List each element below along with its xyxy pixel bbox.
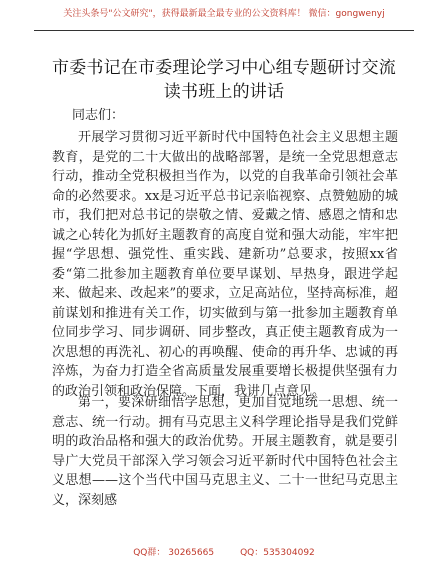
footer-qq-contact: QQ：535304092 [240, 548, 315, 558]
salutation: 同志们： [72, 108, 125, 123]
title-line-1: 市委书记在市委理论学习中心组专题研讨交流 [52, 58, 396, 78]
header-divider [34, 30, 414, 31]
title-line-2: 读书班上的讲话 [163, 82, 285, 102]
paragraph-1: 开展学习贯彻习近平新时代中国特色社会主义思想主题教育，是党的二十大做出的战略部署，是统一全党思想意志行动，推动全党积极担当作为，以党的自我革命引领社会革命的必然要求。xx是习近平总书记亲临视察、点赞勉励的城市，我们把对总书记的崇敬之情、爱戴之情、感恩之情和忠诚之心转化为抓好主题教育的高度自觉和强大动能，牢牢把握“学思想、强党性、重实践、建新功”总要求，按照xx省委“第二批参加主题教育单位要早谋划、早热身，跟进学起来、做起来、改起来”的要求，立足高站位，坚持高标准，超前谋划和推进有关工作，切实做到与第一批参加主题教育单位同步学习、同步调研、同步整改，真正使主题教育成为一次思想的再洗礼、初心的再唤醒、使命的再升华、忠诚的再淬炼，为奋力打造全省高质量发展重要增长极提供坚强有力的政治引领和政治保障。下面，我讲几点意见。 [52, 130, 398, 399]
footer-qq-group: QQ群： 30265665 [133, 548, 215, 558]
document-title [40, 56, 408, 104]
page-footer [0, 545, 448, 558]
page-header [0, 8, 448, 20]
paragraph-2: 第一，要深研细悟学思想，更加自觉地统一思想、统一意志、统一行动。拥有马克思主义科学理论指导是我们党鲜明的政治品格和强大的政治优势。开展主题教育，就是要引导广大党员干部深入学习领会习近平新时代中国特色社会主义思想——这个当代中国马克思主义、二十一世纪马克思主义，深刻感 [52, 395, 398, 508]
header-note: 关注头条号"公文研究"，获得最新最全最专业的公文资料库！ 微信：gongwenyj [63, 9, 385, 19]
